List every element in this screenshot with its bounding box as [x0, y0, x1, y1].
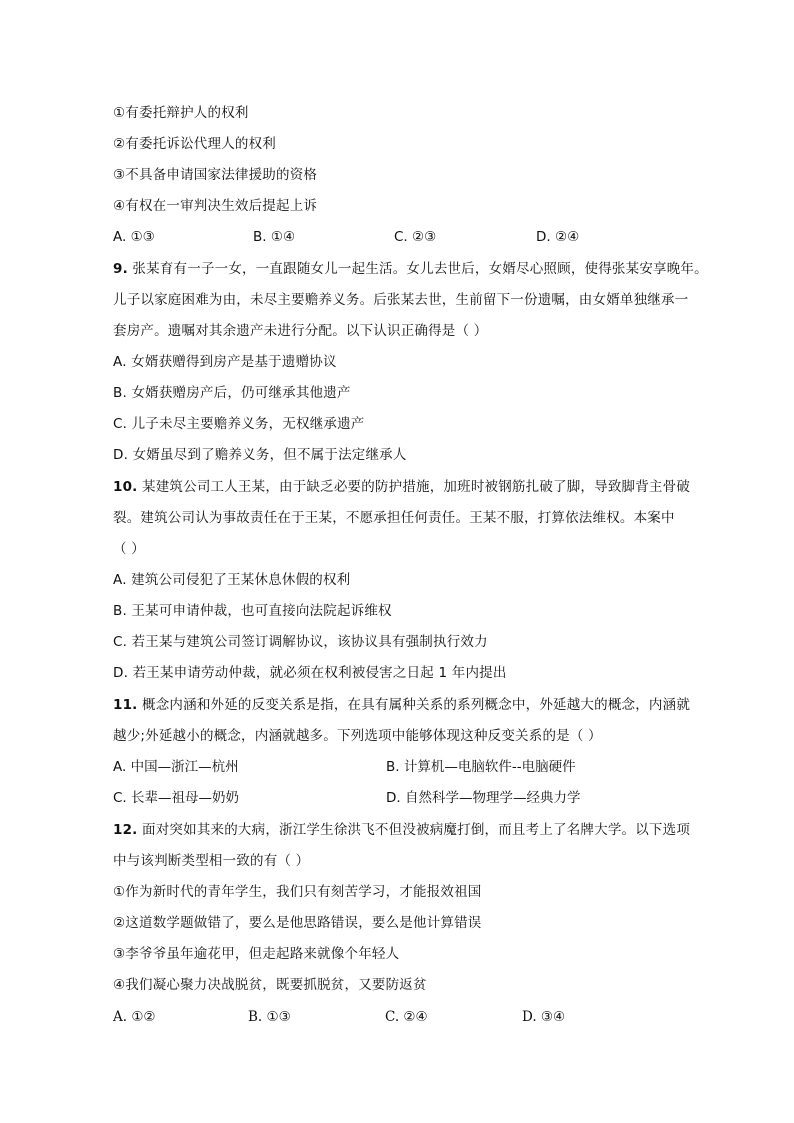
q10-stem-line-3: （ ） [113, 541, 145, 557]
q12-number: 12. [113, 822, 138, 838]
q11-stem-text-1: 概念内涵和外延的反变关系是指，在具有属种关系的系列概念中，外延越大的概念，内涵就 [142, 697, 691, 713]
q12-statement-4: ④我们凝心聚力决战脱贫，既要抓脱贫，又要防返贫 [113, 977, 427, 993]
q9-option-b: B. 女婿获赠房产后，仍可继承其他遗产 [113, 385, 351, 401]
q8-statement-3: ③不具备申请国家法律援助的资格 [113, 167, 318, 183]
q12-option-b: B. ①③ [248, 1009, 291, 1025]
q8-option-d: D. ②④ [536, 229, 580, 245]
q11-stem-line-1 [113, 696, 690, 714]
q9-number: 9. [113, 261, 128, 277]
q9-option-a: A. 女婿获赠得到房产是基于遗赠协议 [113, 354, 337, 370]
q10-stem-line-1 [113, 478, 690, 496]
q8-option-a: A. ①③ [113, 229, 155, 245]
q10-option-b: B. 王某可申请仲裁，也可直接向法院起诉维权 [113, 603, 392, 619]
q11-option-d: D. 自然科学—物理学—经典力学 [386, 790, 581, 806]
q12-stem-line-1 [113, 821, 690, 839]
q10-option-d: D. 若王某申请劳动仲裁，就必须在权利被侵害之日起 1 年内提出 [113, 665, 507, 681]
q8-statement-4: ④有权在一审判决生效后提起上诉 [113, 198, 318, 214]
q11-option-c: C. 长辈—祖母—奶奶 [113, 790, 240, 806]
q11-stem-line-2: 越少;外延越小的概念，内涵就越多。下列选项中能够体现这种反变关系的是（ ） [113, 728, 602, 744]
q12-option-a: A. ①② [113, 1009, 156, 1025]
q12-statement-1: ①作为新时代的青年学生，我们只有刻苦学习，才能报效祖国 [113, 884, 482, 900]
q8-statement-1: ①有委托辩护人的权利 [113, 105, 249, 121]
q12-stem-line-2: 中与该判断类型相一致的有（ ） [113, 853, 310, 869]
q12-option-d: D. ③④ [522, 1009, 566, 1025]
q9-option-c: C. 儿子未尽主要赡养义务，无权继承遗产 [113, 416, 365, 432]
q10-option-c: C. 若王某与建筑公司签订调解协议，该协议具有强制执行效力 [113, 634, 488, 650]
q9-stem-line-1 [113, 260, 708, 278]
q8-statement-2: ②有委托诉讼代理人的权利 [113, 136, 277, 152]
q11-option-a: A. 中国—浙江—杭州 [113, 759, 239, 775]
q12-statement-2: ②这道数学题做错了，要么是他思路错误，要么是他计算错误 [113, 915, 482, 931]
q10-option-a: A. 建筑公司侵犯了王某休息休假的权利 [113, 572, 351, 588]
q8-option-c: C. ②③ [394, 229, 437, 245]
q11-option-b: B. 计算机—电脑软件--电脑硬件 [386, 759, 576, 775]
q12-statement-3: ③李爷爷虽年逾花甲，但走起路来就像个年轻人 [113, 946, 400, 962]
q12-stem-text-1: 面对突如其来的大病，浙江学生徐洪飞不但没被病魔打倒，而且考上了名牌大学。以下选项 [142, 822, 691, 838]
q10-stem-line-2: 裂。建筑公司认为事故责任在于王某，不愿承担任何责任。王某不服，打算依法维权。本案中 [113, 510, 675, 526]
q12-option-c: C. ②④ [385, 1009, 428, 1025]
q11-number: 11. [113, 697, 138, 713]
q9-option-d: D. 女婿虽尽到了赡养义务，但不属于法定继承人 [113, 447, 407, 463]
q8-option-b: B. ①④ [253, 229, 296, 245]
q9-stem-text-1: 张某育有一子一女，一直跟随女儿一起生活。女儿去世后，女婿尽心照顾，使得张某安享晚年。 [132, 261, 708, 277]
q9-stem-line-2: 儿子以家庭困难为由，未尽主要赡养义务。后张某去世，生前留下一份遗嘱，由女婿单独继承一 [113, 292, 689, 308]
q10-stem-text-1: 某建筑公司工人王某，由于缺乏必要的防护措施，加班时被钢筋扎破了脚，导致脚背主骨破 [142, 479, 691, 495]
q10-number: 10. [113, 479, 138, 495]
q9-stem-line-3: 套房产。遗嘱对其余遗产未进行分配。以下认识正确得是（ ） [113, 323, 488, 339]
